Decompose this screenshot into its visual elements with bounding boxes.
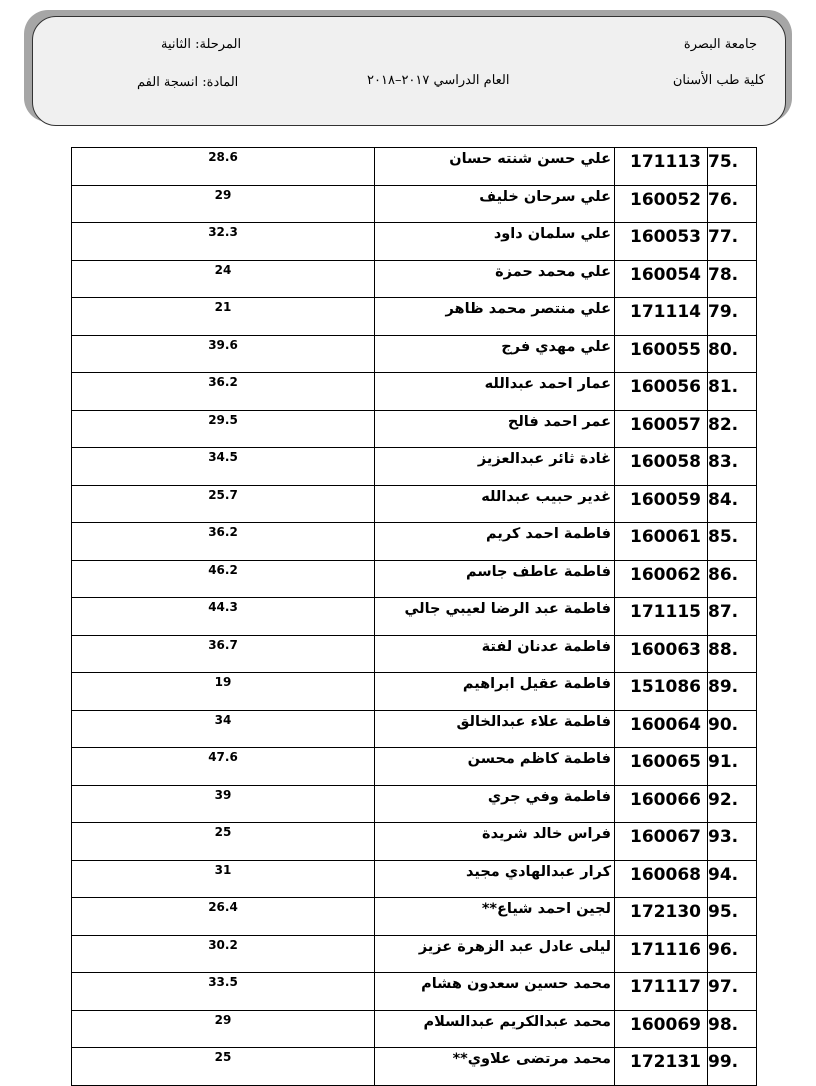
student-id-cell: 151086 [615,673,708,711]
student-name-cell: كرار عبدالهادي مجيد [375,860,615,898]
student-id-cell: 160053 [615,223,708,261]
student-id-cell: 172131 [615,1048,708,1086]
grade-cell: 29.5 [72,410,375,448]
row-number-cell: .91 [708,748,757,786]
grade-cell: 25 [72,1048,375,1086]
student-name-cell: فاطمة عاطف جاسم [375,560,615,598]
student-name-cell: فاطمة عدنان لفتة [375,635,615,673]
table-row [72,935,757,973]
grade-cell: 24 [72,260,375,298]
student-id-cell: 160058 [615,448,708,486]
student-id-cell: 160062 [615,560,708,598]
row-number-cell: .86 [708,560,757,598]
student-id-cell: 160067 [615,823,708,861]
grade-cell: 36.2 [72,373,375,411]
student-id-cell: 171116 [615,935,708,973]
table-row [72,298,757,336]
academic-year: العام الدراسي ٢٠١٧–٢٠١٨ [367,73,510,88]
student-id-cell: 160055 [615,335,708,373]
table-row [72,373,757,411]
student-id-cell: 160061 [615,523,708,561]
student-name-cell: علي منتصر محمد ظاهر [375,298,615,336]
student-id-cell: 160069 [615,1010,708,1048]
table-row [72,223,757,261]
row-number-cell: .96 [708,935,757,973]
student-name-cell: غادة ثائر عبدالعزيز [375,448,615,486]
grade-cell: 34.5 [72,448,375,486]
student-id-cell: 160064 [615,710,708,748]
row-number-cell: .83 [708,448,757,486]
student-name-cell: فاطمة عبد الرضا لعيبي جالي [375,598,615,636]
table-row [72,823,757,861]
table-row [72,785,757,823]
grade-cell: 39 [72,785,375,823]
grade-cell: 32.3 [72,223,375,261]
grade-cell: 25.7 [72,485,375,523]
student-name-cell: فراس خالد شريدة [375,823,615,861]
table-row [72,485,757,523]
student-name-cell: علي حسن شنته حسان [375,148,615,186]
student-id-cell: 171117 [615,973,708,1011]
student-name-cell: محمد حسين سعدون هشام [375,973,615,1011]
student-id-cell: 160054 [615,260,708,298]
table-row [72,335,757,373]
student-name-cell: ليلى عادل عبد الزهرة عزيز [375,935,615,973]
table-row [72,973,757,1011]
grade-cell: 29 [72,1010,375,1048]
row-number-cell: .92 [708,785,757,823]
table-row [72,148,757,186]
grade-cell: 19 [72,673,375,711]
student-id-cell: 160063 [615,635,708,673]
student-id-cell: 160066 [615,785,708,823]
table-row [72,673,757,711]
row-number-cell: .80 [708,335,757,373]
table-row [72,185,757,223]
document-header [32,16,786,126]
table-row [72,410,757,448]
row-number-cell: .87 [708,598,757,636]
row-number-cell: .88 [708,635,757,673]
student-id-cell: 160052 [615,185,708,223]
grade-cell: 36.2 [72,523,375,561]
row-number-cell: .75 [708,148,757,186]
student-id-cell: 160056 [615,373,708,411]
grade-cell: 46.2 [72,560,375,598]
row-number-cell: .81 [708,373,757,411]
student-name-cell: فاطمة وفي جري [375,785,615,823]
student-id-cell: 160065 [615,748,708,786]
row-number-cell: .97 [708,973,757,1011]
row-number-cell: .76 [708,185,757,223]
table-row [72,1048,757,1086]
grade-cell: 33.5 [72,973,375,1011]
student-name-cell: لجين احمد شياع** [375,898,615,936]
row-number-cell: .95 [708,898,757,936]
student-id-cell: 171113 [615,148,708,186]
row-number-cell: .93 [708,823,757,861]
student-id-cell: 172130 [615,898,708,936]
student-name-cell: فاطمة علاء عبدالخالق [375,710,615,748]
table-row [72,748,757,786]
row-number-cell: .85 [708,523,757,561]
grade-cell: 31 [72,860,375,898]
table-row [72,598,757,636]
table-row [72,523,757,561]
student-id-cell: 160068 [615,860,708,898]
row-number-cell: .79 [708,298,757,336]
grade-cell: 36.7 [72,635,375,673]
table-row [72,898,757,936]
grade-cell: 29 [72,185,375,223]
student-name-cell: فاطمة عقيل ابراهيم [375,673,615,711]
row-number-cell: .82 [708,410,757,448]
student-id-cell: 171115 [615,598,708,636]
table-row [72,635,757,673]
grade-cell: 30.2 [72,935,375,973]
student-name-cell: علي سلمان داود [375,223,615,261]
student-id-cell: 160057 [615,410,708,448]
table-row [72,710,757,748]
table-row [72,260,757,298]
student-name-cell: عمار احمد عبدالله [375,373,615,411]
row-number-cell: .90 [708,710,757,748]
grades-table [71,147,757,1086]
row-number-cell: .89 [708,673,757,711]
row-number-cell: .94 [708,860,757,898]
row-number-cell: .99 [708,1048,757,1086]
table-row [72,560,757,598]
student-name-cell: علي سرحان خليف [375,185,615,223]
table-row [72,860,757,898]
subject-label: المادة: انسجة الفم [137,75,239,90]
student-name-cell: فاطمة احمد كريم [375,523,615,561]
student-name-cell: فاطمة كاظم محسن [375,748,615,786]
student-name-cell: غدير حبيب عبدالله [375,485,615,523]
grade-cell: 25 [72,823,375,861]
grade-cell: 21 [72,298,375,336]
stage-label: المرحلة: الثانية [161,37,242,52]
row-number-cell: .78 [708,260,757,298]
student-name-cell: محمد عبدالكريم عبدالسلام [375,1010,615,1048]
university-name: جامعة البصرة [683,37,757,52]
grade-cell: 26.4 [72,898,375,936]
student-name-cell: علي مهدي فرج [375,335,615,373]
grade-cell: 34 [72,710,375,748]
student-name-cell: علي محمد حمزة [375,260,615,298]
row-number-cell: .77 [708,223,757,261]
student-name-cell: عمر احمد فالح [375,410,615,448]
grade-cell: 44.3 [72,598,375,636]
table-row [72,448,757,486]
student-id-cell: 160059 [615,485,708,523]
row-number-cell: .98 [708,1010,757,1048]
student-id-cell: 171114 [615,298,708,336]
college-name: كلية طب الأسنان [672,73,765,88]
row-number-cell: .84 [708,485,757,523]
table-row [72,1010,757,1048]
student-name-cell: محمد مرتضى علاوي** [375,1048,615,1086]
grade-cell: 28.6 [72,148,375,186]
grade-cell: 39.6 [72,335,375,373]
grade-cell: 47.6 [72,748,375,786]
